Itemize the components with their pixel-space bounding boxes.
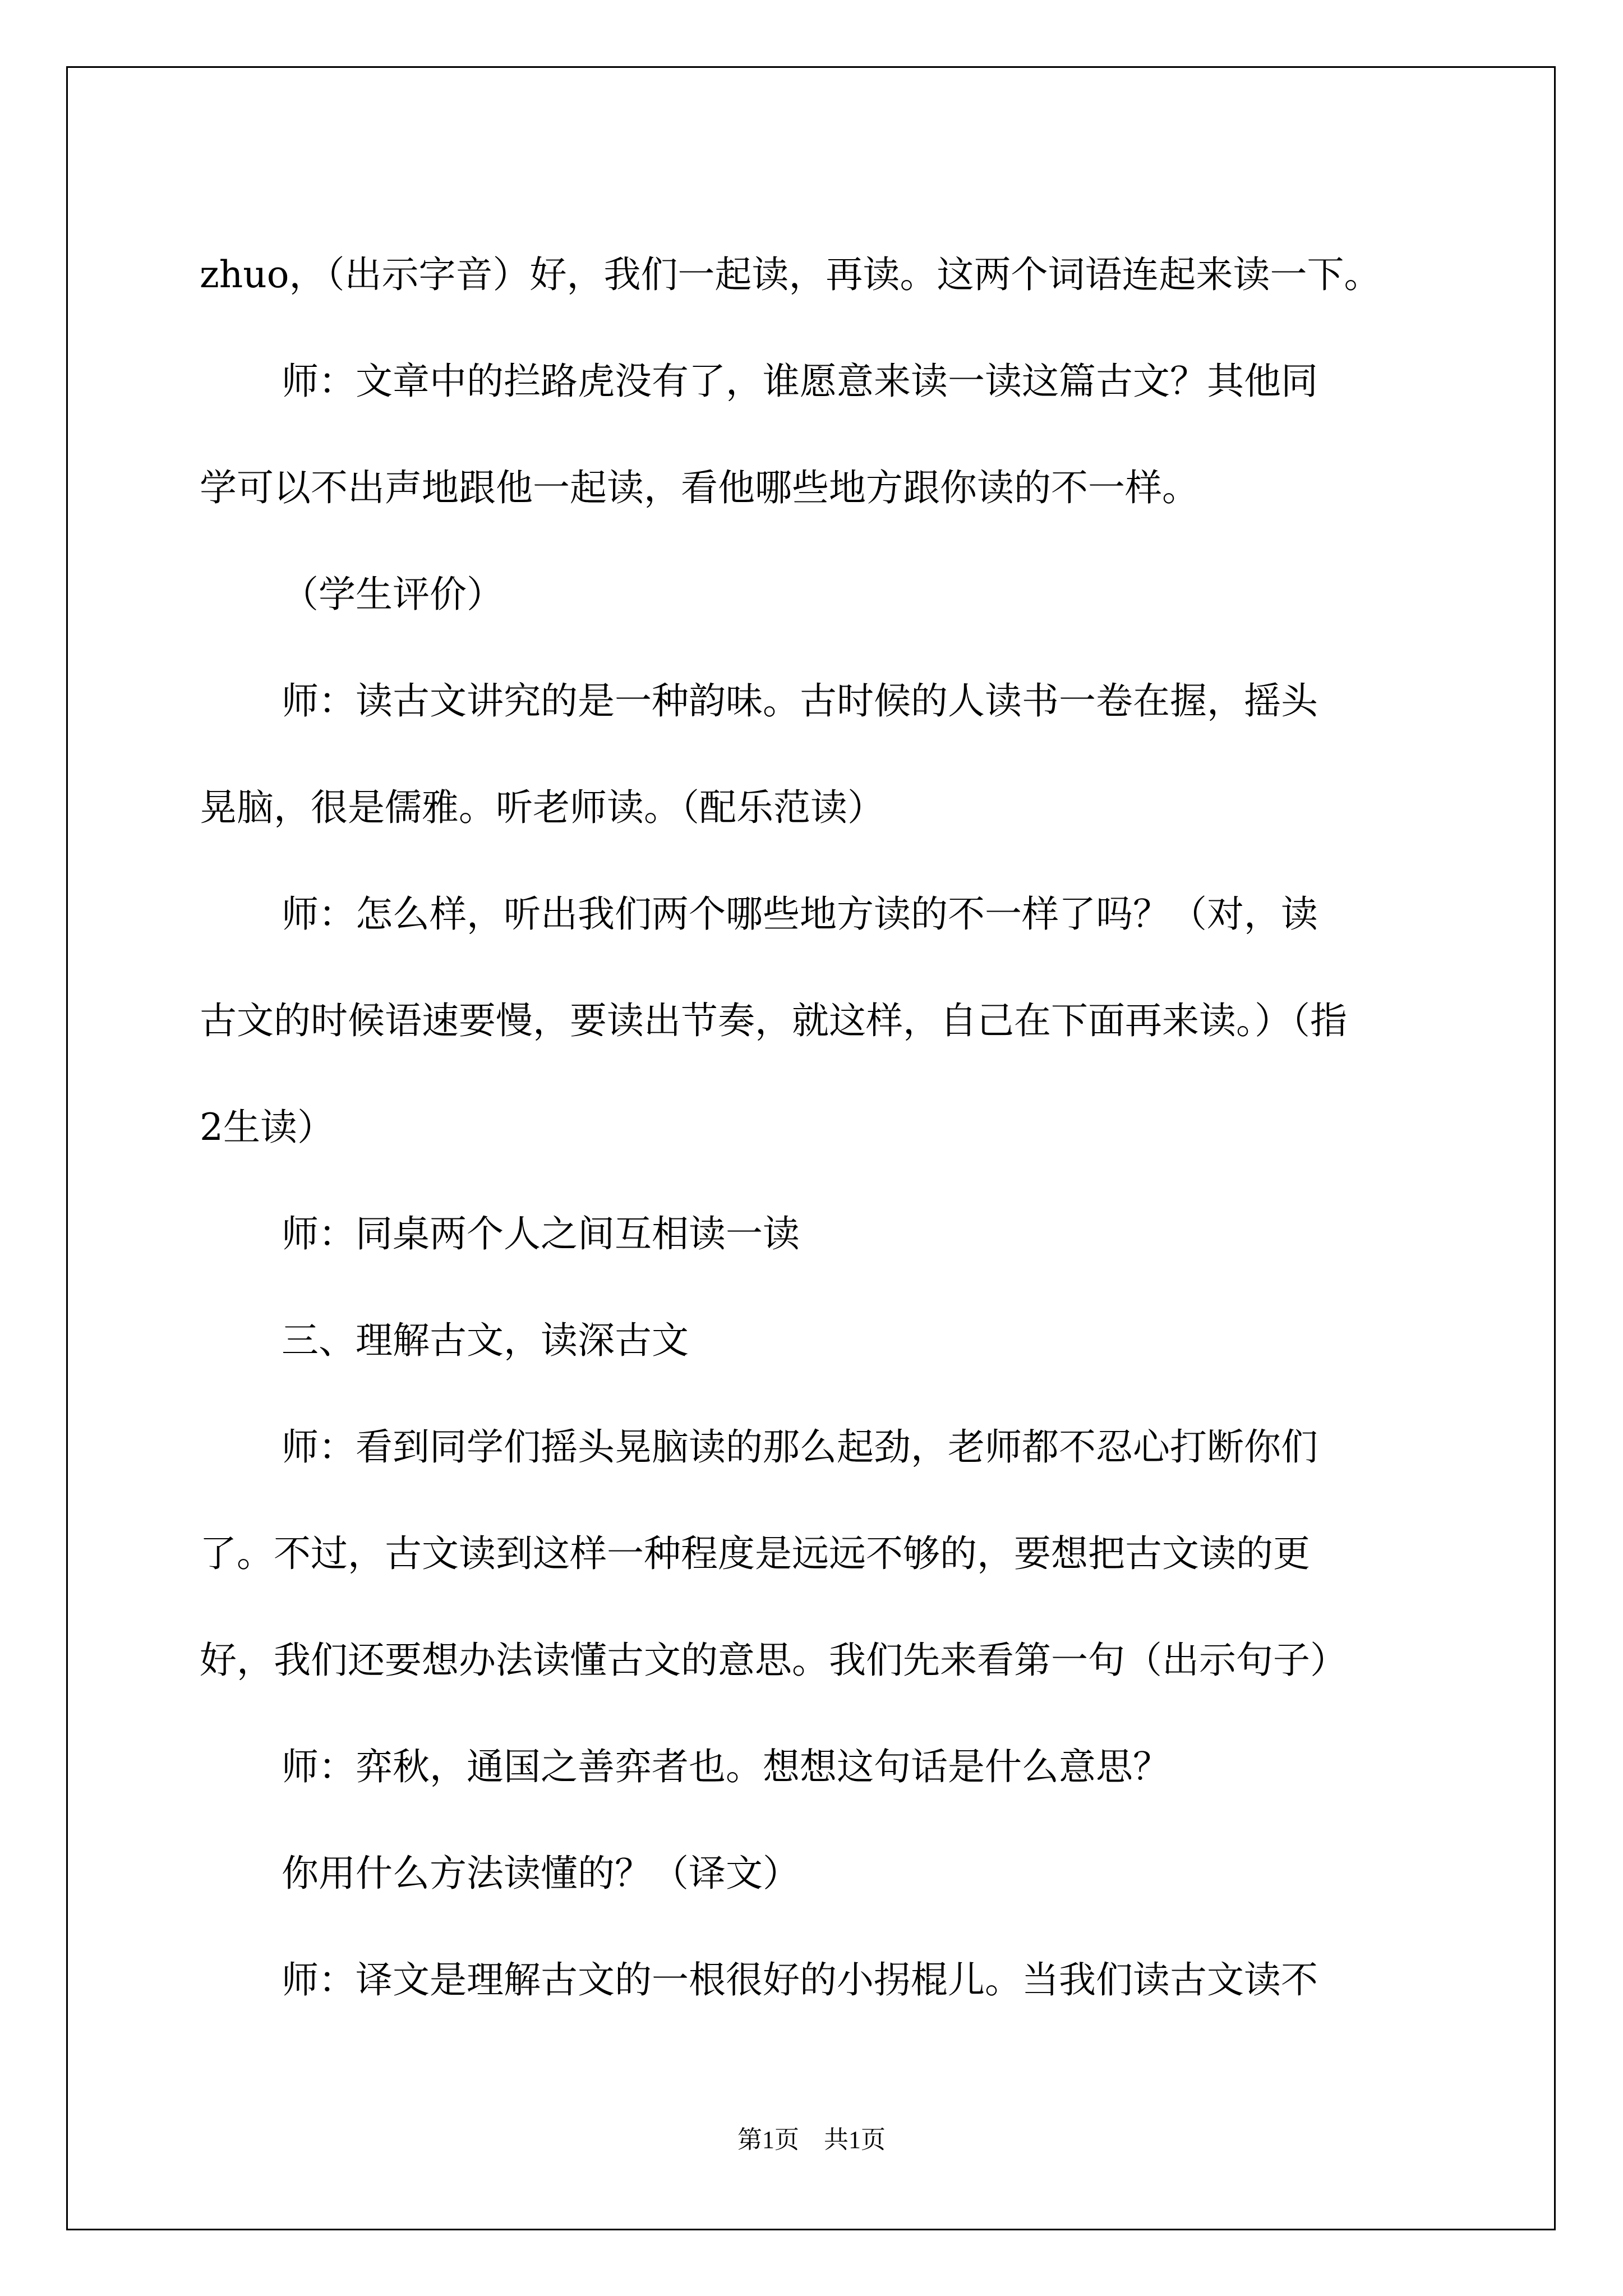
text-line-2: 师：文章中的拦路虎没有了，谁愿意来读一读这篇古文？其他同: [282, 360, 1318, 403]
text-line-8: 古文的时候语速要慢，要读出节奏，就这样，自己在下面再来读。）（指: [200, 999, 1347, 1042]
section-heading: 三、理解古文，读深古文: [282, 1319, 689, 1362]
text-line-7: 师：怎么样，听出我们两个哪些地方读的不一样了吗？（对，读: [282, 892, 1318, 936]
text-line-3: 学可以不出声地跟他一起读，看他哪些地方跟你读的不一样。: [200, 466, 1199, 509]
text-line-13: 了。不过，古文读到这样一种程度是远远不够的，要想把古文读的更: [200, 1532, 1310, 1575]
text-line-1: zhuo，（出示字音）好，我们一起读，再读。这两个词语连起来读一下。: [200, 253, 1381, 296]
document-body: [200, 222, 1433, 2033]
text-line-6: 晃脑，很是儒雅。听老师读。（配乐范读）: [200, 786, 884, 829]
text-line-4: （学生评价）: [282, 573, 504, 616]
text-line-17: 师：译文是理解古文的一根很好的小拐棍儿。当我们读古文读不: [282, 1958, 1318, 2001]
text-line-5: 师：读古文讲究的是一种韵味。古时候的人读书一卷在握，摇头: [282, 679, 1318, 723]
text-line-12: 师：看到同学们摇头晃脑读的那么起劲，老师都不忍心打断你们: [282, 1425, 1318, 1469]
page-footer: 第1页 共1页: [737, 2126, 886, 2154]
text-line-14: 好，我们还要想办法读懂古文的意思。我们先来看第一句（出示句子）: [200, 1639, 1347, 1682]
text-line-15: 师：弈秋，通国之善弈者也。想想这句话是什么意思？: [282, 1745, 1170, 1788]
text-line-16: 你用什么方法读懂的？（译文）: [282, 1852, 800, 1895]
text-line-9: 2生读）: [200, 1106, 334, 1149]
text-line-10: 师：同桌两个人之间互相读一读: [282, 1212, 800, 1255]
